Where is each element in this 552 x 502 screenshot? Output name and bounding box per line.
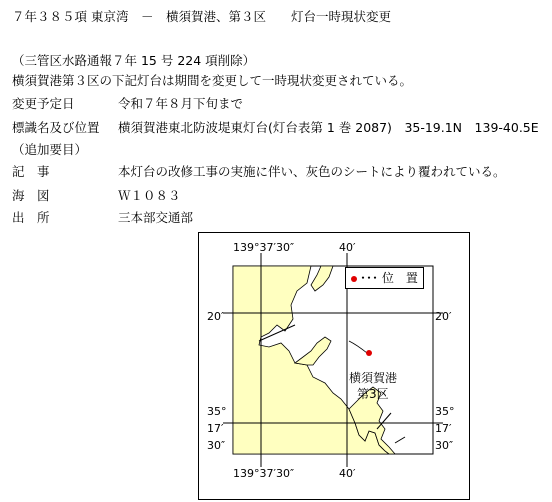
lat-20-left-label: 20′ xyxy=(207,310,224,323)
lat-20-right-label: 20′ xyxy=(435,310,452,323)
map-drawing xyxy=(199,233,469,499)
field-change-date-label: 変更予定日 xyxy=(12,96,75,111)
field-remarks-value: 本灯台の改修工事の実施に伴い、灰色のシートにより覆われている。 xyxy=(118,164,506,179)
legend-marker-icon xyxy=(351,276,357,282)
field-chart-value: Ｗ１０８３ xyxy=(118,188,181,203)
lon-top-right-label: 40′ xyxy=(339,241,356,254)
field-source-value: 三本部交通部 xyxy=(118,210,194,225)
field-source-label: 出 所 xyxy=(12,210,50,225)
field-name-position-value: 横須賀港東北防波堤東灯台(灯台表第 1 巻 2087) 35-19.1N 139-40.5E xyxy=(118,120,539,135)
map-legend xyxy=(345,267,424,289)
lat-30-left-label: 30″ xyxy=(207,439,226,452)
lat-17-left-label: 17′ xyxy=(207,422,224,435)
lat-17-right-label: 17′ xyxy=(435,422,452,435)
notice-title: ７年３８５項 東京湾 － 横須賀港、第３区 灯台一時現状変更 xyxy=(12,9,391,24)
field-change-date-value: 令和７年８月下旬まで xyxy=(118,96,244,111)
location-map xyxy=(198,232,470,500)
area-label-port: 横須賀港 xyxy=(349,371,398,385)
lighthouse-position-marker xyxy=(366,350,372,356)
notice-source: （三管区水路通報７年 15 号 224 項削除） xyxy=(12,53,256,68)
lat-30-right-label: 30″ xyxy=(435,439,454,452)
legend-text: ･･･ 位 置 xyxy=(360,271,418,285)
area-label-district: 第3区 xyxy=(357,387,389,401)
lat-35-left-label: 35° xyxy=(207,405,227,418)
lon-bottom-left-label: 139°37′30″ xyxy=(233,467,295,480)
lat-35-right-label: 35° xyxy=(435,405,455,418)
field-name-position-label: 標識名及び位置 xyxy=(12,120,100,135)
lon-bottom-right-label: 40′ xyxy=(339,467,356,480)
field-chart-label: 海 図 xyxy=(12,188,50,203)
field-remarks-label: 記 事 xyxy=(12,164,50,179)
field-additional-label: （追加要目） xyxy=(12,142,88,157)
lon-top-left-label: 139°37′30″ xyxy=(233,241,295,254)
notice-summary: 横須賀港第３区の下記灯台は期間を変更して一時現状変更されている。 xyxy=(12,73,413,88)
